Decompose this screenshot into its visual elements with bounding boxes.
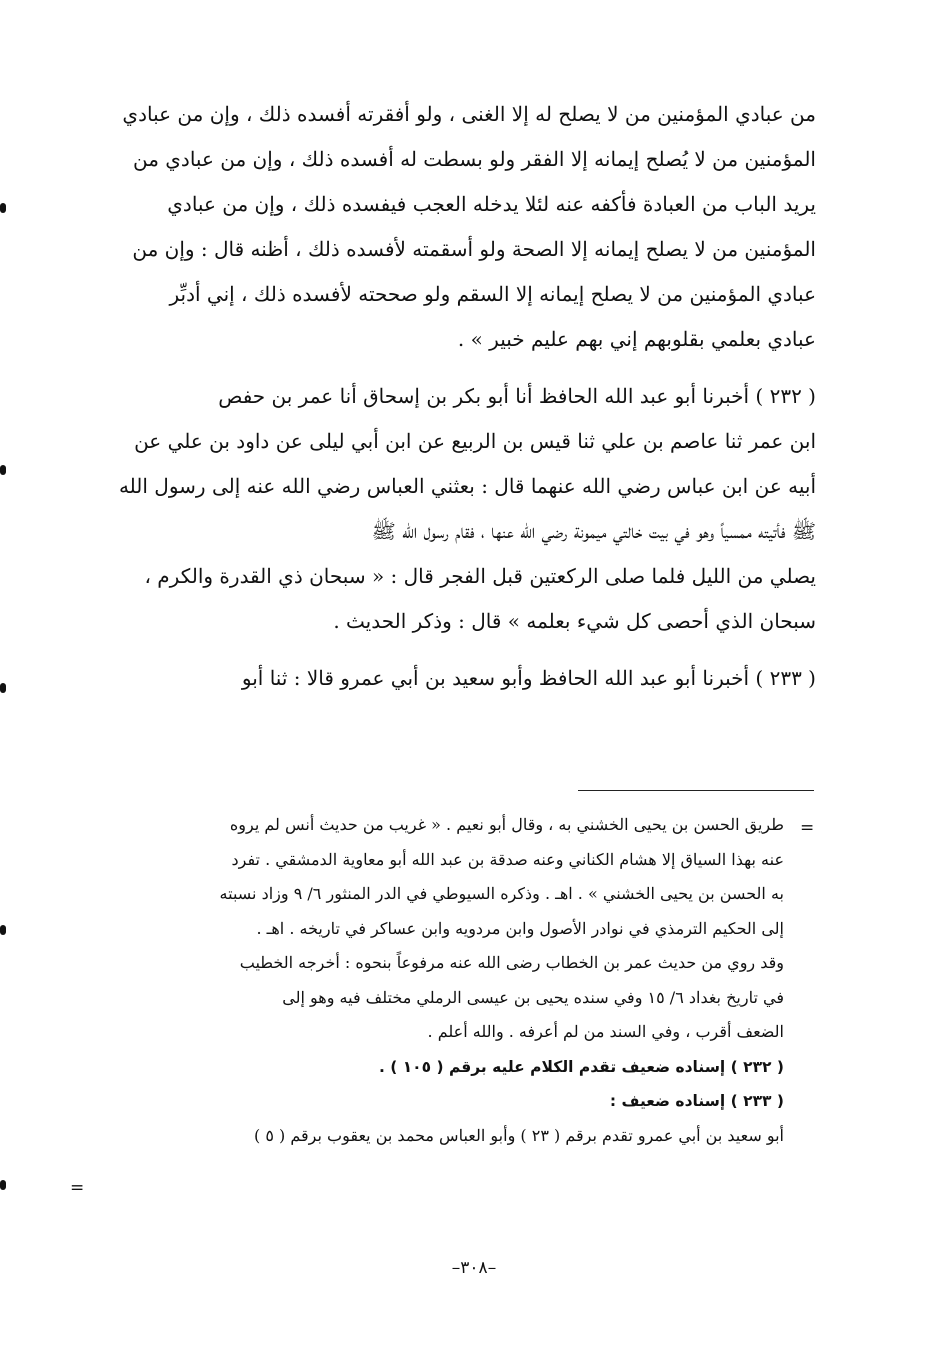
footnote-line: الضعف أقرب ، وفي السند من لم أعرفه . والله أعلم . <box>427 1022 784 1041</box>
text-line: ابن عمر ثنا عاصم بن علي ثنا قيس بن الربيع عن ابن أبي ليلى عن داود بن علي عن <box>134 429 816 453</box>
footnote-continued <box>104 808 784 1050</box>
page-number: –٣٠٨– <box>451 1258 497 1278</box>
footnote-233-text: أبو سعيد بن أبي عمرو تقدم برقم ( ٢٣ ) وأبو العباس محمد بن يعقوب برقم ( ٥ ) <box>254 1125 784 1145</box>
paragraph-hadith-232 <box>104 374 816 644</box>
main-text <box>104 92 816 701</box>
text-line: المؤمنين من لا يصلح إيمانه إلا الصحة ولو أسقمته لأفسده ذلك ، أظنه قال : وإن من <box>132 237 816 261</box>
scan-edge-mark <box>0 465 6 475</box>
footnote-233-heading: ( ٢٣٣ ) إسناده ضعيف : <box>609 1092 784 1110</box>
scan-edge-mark <box>0 1180 6 1190</box>
scan-edge-mark <box>0 683 6 693</box>
text-line: ﷺ فأتيته ممسياً وهو في بيت خالتي ميمونة رضي الله عنها ، فقام رسول الله ﷺ <box>371 519 816 543</box>
text-line: ( ٢٣٣ ) أخبرنا أبو عبد الله الحافظ وأبو سعيد بن أبي عمرو قالا : ثنا أبو <box>241 666 816 690</box>
paragraph-hadith-233 <box>104 656 816 701</box>
footnote-divider <box>578 790 814 791</box>
text-line: من عبادي المؤمنين من لا يصلح له إلا الغنى ، ولو أفقرته أفسده ذلك ، وإن من عبادي <box>122 102 816 126</box>
footnote-232: ( ٢٣٢ ) إسناده ضعيف تقدم الكلام عليه برقم ( ١٠٥ ) . <box>378 1057 784 1076</box>
text-line: سبحان الذي أحصى كل شيء بعلمه » قال : وذكر الحديث . <box>333 609 816 633</box>
text-line: يريد الباب من العبادة فأكفه عنه لئلا يدخله العجب فيفسده ذلك ، وإن من عبادي <box>167 192 816 216</box>
text-line: أبيه عن ابن عباس رضي الله عنهما قال : بعثني العباس رضي الله عنه إلى رسول الله <box>118 474 816 498</box>
paragraph-hadith-text <box>104 92 816 362</box>
footnote-line: طريق الحسن بن يحيى الخشني به ، وقال أبو نعيم . « غريب من حديث أنس لم يروه <box>229 815 784 834</box>
footnote-line: عنه بهذا السياق إلا هشام الكناني وعنه صدقة بن عبد الله أبو معاوية الدمشقي . تفرد <box>231 849 784 869</box>
scan-edge-mark <box>0 203 6 213</box>
text-line: عبادي المؤمنين من لا يصلح إيمانه إلا السقم ولو صححته لأفسده ذلك ، إني أدبِّر <box>169 282 816 306</box>
scan-edge-mark <box>0 925 6 935</box>
text-line: عبادي بعلمي بقلوبهم إني بهم عليم خبير » . <box>457 327 816 351</box>
footnote-line: في تاريخ بغداد ٦/ ١٥ وفي سنده يحيى بن عيسى الرملي مختلف فيه وهو إلى <box>282 987 784 1007</box>
footnote-continuation-mark: = <box>800 818 815 838</box>
text-line: ( ٢٣٢ ) أخبرنا أبو عبد الله الحافظ أنا أبو بكر بن إسحاق أنا عمر بن حفص <box>218 384 816 408</box>
footnotes <box>104 808 784 1153</box>
text-line: يصلي من الليل فلما صلى الركعتين قبل الفجر قال : « سبحان ذي القدرة والكرم ، <box>144 564 816 588</box>
footnote-line: وقد روي من حديث عمر بن الخطاب رضى الله عنه مرفوعاً بنحوه : أخرجه الخطيب <box>239 953 784 972</box>
footnote-line: إلى الحكيم الترمذي في نوادر الأصول وابن مردويه وابن عساكر في تاريخه . اهـ . <box>256 918 784 938</box>
footnote-continuation-mark-bottom: = <box>70 1178 85 1198</box>
text-line: المؤمنين من لا يُصلح إيمانه إلا الفقر ولو بسطت له أفسده ذلك ، وإن من عبادي من <box>132 147 816 171</box>
footnote-line: به الحسن بن يحيى الخشني » . اهـ . وذكره السيوطي في الدر المنثور ٦/ ٩ وزاد نسبته <box>219 884 784 903</box>
